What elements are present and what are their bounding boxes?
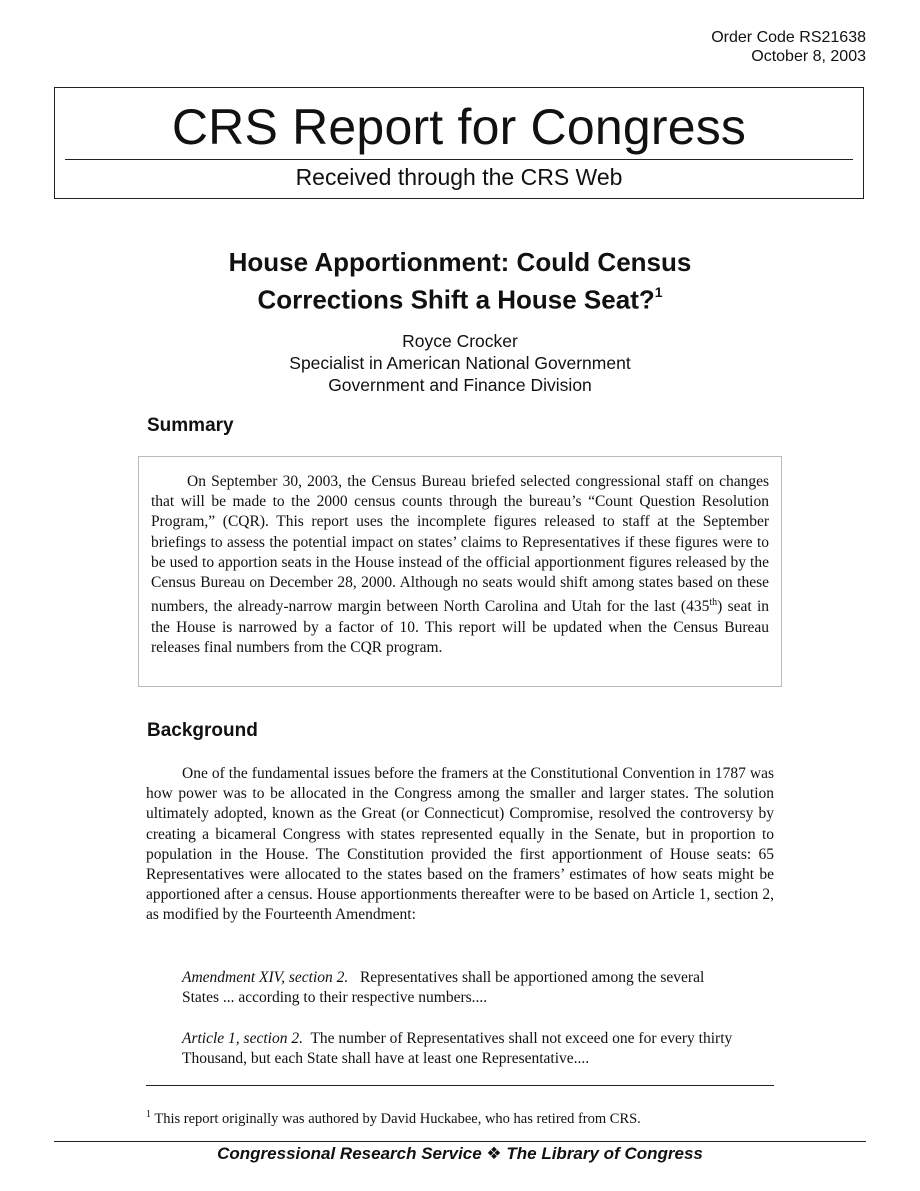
- quote-amendment-xiv: [182, 968, 742, 1008]
- quote2-cite: Article 1, section 2.: [182, 1030, 303, 1047]
- report-title-line2-text: Corrections Shift a House Seat?: [257, 284, 655, 315]
- background-paragraph: One of the fundamental issues before the framers at the Constitutional Convention in 1787 was how power was to be allocated in the Congress among the smaller and larger states. The solution ultimately adopted, known as the Great (or Connecticut) Compromise, resolved the controversy by creating a bicameral Congress with states represented equally in the Senate, but in proportion to population in the House. The Constitution provided the first apportionment of House seats: 65 Representatives were allocated to the states based on the framers’ estimates of how seats might be apportioned after a census. House apportionments thereafter were to be based on Article 1, section 2, as modified by the Fourteenth Amendment:: [146, 765, 774, 924]
- author-title: Specialist in American National Government: [289, 353, 631, 373]
- quote1-cite: Amendment XIV, section 2.: [182, 969, 349, 986]
- masthead-subtitle: Received through the CRS Web: [295, 164, 623, 190]
- masthead-title: CRS Report for Congress: [171, 99, 747, 155]
- footnote-text: This report originally was authored by David Huckabee, who has retired from CRS.: [154, 1110, 641, 1127]
- footer: Congressional Research Service ❖ The Library of Congress: [217, 1144, 703, 1163]
- summary-text-part1: On September 30, 2003, the Census Bureau briefed selected congressional staff on changes that will be made to the 2000 census counts through the bureau’s “Count Question Resolution Program,” (CQR). This report uses the incomplete figures released to staff at the September briefings to assess the potential impact on states’ claims to Representatives if these figures were to be used to apportion seats in the House instead of the official apportionment figures released by the Census Bureau on December 28, 2000. Although no seats would shift among states based on these numbers, the already-narrow margin between North Carolina and Utah for the last (435: [151, 473, 769, 616]
- author-name: Royce Crocker: [402, 331, 518, 351]
- masthead: [54, 87, 864, 199]
- quote1-text: Representatives shall be apportioned among the several States ... according to their respective numbers....: [182, 969, 705, 1007]
- summary-heading: Summary: [147, 415, 234, 436]
- masthead-rule: [65, 159, 853, 160]
- footnote: [146, 1106, 641, 1128]
- order-code: Order Code RS21638: [711, 29, 866, 46]
- report-date: October 8, 2003: [751, 48, 866, 65]
- footer-rule: [54, 1141, 866, 1142]
- quote-article-1: [182, 1029, 742, 1069]
- summary-sup: th: [709, 597, 718, 609]
- report-title: [0, 246, 920, 316]
- footnote-marker: 1: [146, 1109, 151, 1120]
- footnote-rule: [146, 1085, 774, 1086]
- summary-text-part2: ) seat in the House is narrowed by a factor of 10. This report will be updated when the Census Bureau releases final numbers from the CQR program.: [151, 598, 769, 656]
- summary-text: [151, 472, 769, 658]
- quote2-text: The number of Representatives shall not exceed one for every thirty Thousand, but each State shall have at least one Representative....: [182, 1030, 733, 1068]
- title-footnote-marker[interactable]: 1: [654, 284, 663, 300]
- report-title-line1: House Apportionment: Could Census: [228, 247, 692, 277]
- author-division: Government and Finance Division: [328, 375, 592, 395]
- order-info: [711, 28, 866, 66]
- background-heading: Background: [147, 720, 258, 741]
- report-title-line2: [0, 278, 920, 316]
- author-block: [0, 330, 920, 396]
